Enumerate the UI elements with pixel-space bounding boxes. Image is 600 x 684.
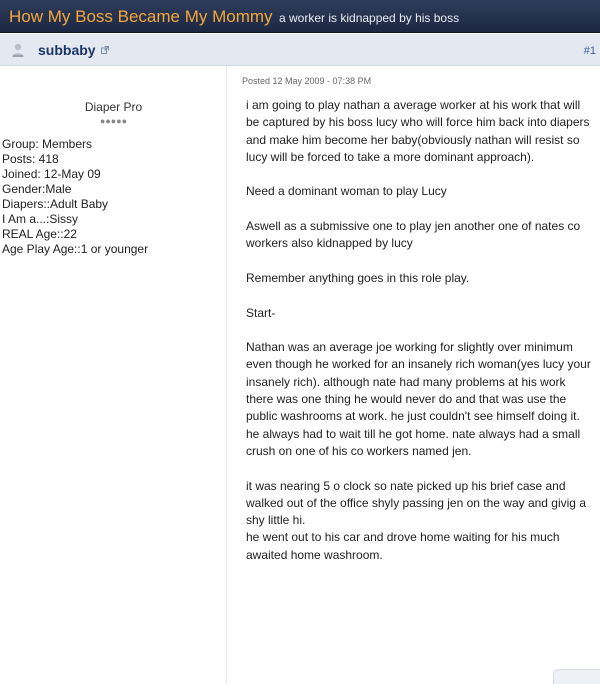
post-paragraph: it was nearing 5 o clock so nate picked up his brief case and walked out of the office shyly passing jen on the way and givig a shy little hi. he went out to his car and drove home waiting for his much awaited home washroom. [246,478,586,562]
post-paragraph: Aswell as a submissive one to play jen another one of nates co workers also kidnapped by lucy [246,219,581,251]
user-silhouette-icon [10,42,26,58]
author-sidebar [0,66,227,683]
topic-title-bar [0,0,600,33]
profile-field-age-play-age: Age Play Age::1 or younger [2,242,149,256]
profile-field-posts: Posts: 418 [2,152,59,166]
profile-field-joined: Joined: 12-May 09 [2,167,101,181]
post-date: Posted 12 May 2009 - 07:38 PM [242,76,372,86]
post-number-link[interactable]: #1 [583,45,596,57]
profile-field-diapers: Diapers::Adult Baby [2,197,109,211]
post-paragraph: Start- [246,305,276,320]
profile-fields [2,137,148,257]
topic-title: How My Boss Became My Mommy [9,7,273,26]
post-paragraph: Nathan was an average joe working for slightly over minimum even though he worked for an insanely rich woman(yes lucy your insanely rich). although nate had many problems at his work there was one thing he would never do and that was use the public washrooms at work. he just couldn't see himself doing it. he always had to wait till he got home. nate always had a small crush on one of his co workers named jen. [246,340,591,458]
topic-description: a worker is kidnapped by his boss [279,11,460,25]
external-link-icon[interactable] [101,46,109,56]
post-paragraph: Remember anything goes in this role play. [246,270,470,285]
profile-field-i-am-a: I Am a...:Sissy [2,212,79,226]
post-options-button[interactable] [553,669,600,684]
profile-field-real-age: REAL Age::22 [2,227,77,241]
member-rank: Diaper Pro [84,100,143,114]
username-link[interactable]: subbaby [38,42,96,58]
post-paragraph: i am going to play nathan a average worker at his work that will be captured by his boss lucy who will force him back into diapers and make him become her baby(obviously nathan will resist so lucy will be forced to take a more dominant approach). [246,98,590,164]
profile-field-gender: Gender:Male [2,182,72,196]
post-body [246,97,596,581]
profile-field-group: Group: Members [2,137,93,151]
rank-pips: ●●●●● [99,116,128,126]
post-paragraph: Need a dominant woman to play Lucy [246,184,447,199]
post-header [0,34,600,66]
